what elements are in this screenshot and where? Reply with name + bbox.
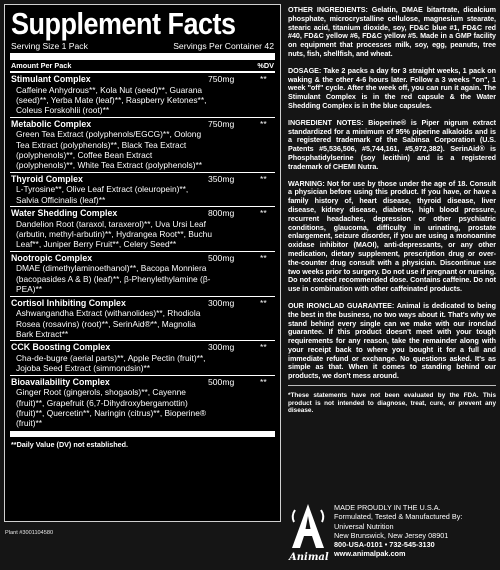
phone-numbers: 800-USA-0101 • 732-545-3130: [334, 540, 435, 550]
complex-block: [11, 208, 274, 250]
other-ingredients-heading: OTHER INGREDIENTS:: [288, 5, 368, 14]
complex-header: [11, 377, 274, 388]
complex-divider: [10, 206, 275, 207]
complex-amount: 300mg: [208, 342, 235, 353]
ingredient-notes-body: Bioperine® is Piper nigrum extract standardized for a minimum of 95% piperine alkaloids and is a registered trademark of the Sabinsa Corporation (U.S. Patents #5,536,506, #5,744,161, #5,972,382). SerinAid® is Phosphatidylserine (soy lecithin) and is a registered trademark of CHEMI Nutra.: [288, 117, 496, 171]
complex-block: [11, 342, 274, 373]
ingredient-notes: [288, 119, 496, 172]
complex-header: [11, 298, 274, 309]
complex-block: [11, 253, 274, 295]
mid-rule: [10, 71, 275, 73]
website-link[interactable]: www.animalpak.com: [334, 549, 406, 559]
complex-amount: 300mg: [208, 297, 235, 308]
address-line-3: New Brunswick, New Jersey 08901: [334, 530, 449, 540]
dosage-body: Take 2 packs a day for 3 straight weeks, 1 pack on waking & the other 4-6 hours later. Follow a 3 weeks "on", 1 week "off" cycle. After the week off, you can run it again. The Stimulant Complex is in the red capsule & the Water Shedding Complex is in the blue capsules.: [288, 65, 496, 110]
warning-body: Not for use by those under the age of 18. Consult a physician before using this product. If you have, or have a family history of, heart disease, thyroid disease, liver disease, kidney disease, diabetes, high blood pressure, recurrent headaches, depression or other psychiatric conditions, glaucoma, difficulty in urinating, prostate enlargement, seizure disorder, if you are using a monoamine oxidase inhibitor (MAOI), anti-depressants, or any other medication, dietary supplement, prescription drug or over-the-counter drug consult with a physician. Discontinue use two weeks prior to surgery. Do not use if pregnant or nursing. Do not exceed recommended dose. Contains caffeine. Do not use in combination with other caffeinated products.: [288, 178, 496, 294]
complex-divider: [10, 251, 275, 252]
complex-ingredients: Caffeine Anhydrous**, Kola Nut (seed)**, Guarana (seed)**, Yerba Mate (leaf)**, Raspberry Ketones**, Coleus Forskohlii (root)**: [16, 84, 207, 116]
address-line-1: Formulated, Tested & Manufactured By:: [334, 512, 463, 522]
complex-dv: **: [260, 252, 267, 263]
complex-dv: **: [260, 297, 267, 308]
complex-block: [11, 298, 274, 340]
complex-block: [11, 377, 274, 429]
fda-disclaimer: *These statements have not been evaluated by the FDA. This product is not intended to diagnose, treat, cure, or prevent any disease.: [288, 392, 496, 415]
complex-header: [11, 342, 274, 353]
complex-name: Bioavailability Complex: [11, 376, 110, 387]
amount-header-row: [11, 61, 274, 70]
bottom-thick-rule: [10, 431, 275, 437]
guarantee-heading: OUR IRONCLAD GUARANTEE:: [288, 300, 395, 310]
complex-ingredients: Ashwangandha Extract (withanolides)**, Rhodiola Rosea (rosavins) (root)**, SerinAid®**, Magnolia Bark Extract**: [16, 308, 201, 339]
complex-amount: 800mg: [208, 208, 235, 219]
complex-ingredients: L-Tyrosine**, Olive Leaf Extract (oleuropein)**, Salvia Officinalis (leaf)**: [16, 184, 189, 205]
complex-ingredients: Green Tea Extract (polyphenols/EGCG)**, Oolong Tea Extract (polyphenols)**, Black Tea Extract (polyphenols)**, Coffee Bean Extract (polyphenols)**, White Tea Extract (polyphenols)**: [16, 129, 203, 171]
dosage-heading: DOSAGE:: [288, 65, 322, 75]
complex-name: Thyroid Complex: [11, 173, 83, 184]
guarantee: [288, 302, 496, 381]
warning: [288, 180, 496, 294]
complex-divider: [10, 296, 275, 297]
complex-header: [11, 74, 274, 85]
guarantee-body: Animal is dedicated to being the best in the business, no two ways about it. That's why we stand behind every single can we make with our ironclad guarantee. If this product doesn't meet with your tough requirements for any reason, take the remainder along with your receipt back to where you bought it for a full and immediate refund or exchange. No questions asked. It's as simple as that. When it comes to standing behind our products, we don't mess around.: [288, 300, 496, 381]
warning-heading: WARNING:: [288, 178, 325, 188]
complex-name: Stimulant Complex: [11, 74, 91, 84]
complex-divider: [10, 375, 275, 376]
address-line-2: Universal Nutrition: [334, 521, 394, 531]
servings-per-container: Servings Per Container 42: [173, 41, 274, 51]
complex-amount: 500mg: [208, 252, 235, 263]
animal-logo: [289, 502, 327, 566]
complex-dv: **: [260, 173, 267, 184]
manufacturer-address: [334, 503, 462, 559]
complex-block: [11, 119, 274, 171]
animal-a-logo-icon: [289, 502, 327, 552]
complex-name: Nootropic Complex: [11, 252, 93, 263]
divider: [288, 385, 496, 386]
complex-divider: [10, 340, 275, 341]
complex-amount: 350mg: [208, 173, 235, 184]
made-in-usa: MADE PROUDLY IN THE U.S.A.: [334, 503, 441, 512]
complex-name: Metabolic Complex: [11, 118, 92, 129]
facts-title: Supplement Facts: [11, 6, 236, 41]
complex-divider: [10, 172, 275, 173]
complex-block: [11, 74, 274, 116]
dosage: [288, 67, 496, 111]
complex-ingredients: DMAE (dimethylaminoethanol)**, Bacopa Monniera (bacopasides A & B) (leaf)**, β-Phenylethylamine (β-PEA)**: [16, 263, 211, 295]
complex-block: [11, 174, 274, 205]
other-ingredients: [288, 6, 496, 59]
complex-dv: **: [260, 118, 267, 129]
complex-ingredients: Dandelion Root (taraxol, taraxerol)**, Uva Ursi Leaf (arbutin, methyl-arbutin)**, Hydrangea Root**, Buchu Leaf**, Juniper Berry Fruit**, Celery Seed**: [16, 218, 212, 250]
plant-number: Plant #3001104580: [5, 530, 54, 536]
complex-dv: **: [260, 342, 267, 353]
complex-name: Water Shedding Complex: [11, 208, 118, 219]
complex-amount: 500mg: [208, 376, 235, 387]
complex-dv: **: [260, 208, 267, 219]
complex-ingredients: Cha-de-bugre (aerial parts)**, Apple Pectin (fruit)**, Jojoba Seed Extract (simmondsin)**: [16, 352, 206, 374]
complex-dv: **: [260, 74, 267, 84]
complex-header: [11, 208, 274, 219]
complex-amount: 750mg: [208, 74, 235, 84]
dv-label: %DV: [257, 61, 274, 70]
complex-header: [11, 174, 274, 185]
serving-size: Serving Size 1 Pack: [11, 41, 88, 51]
complex-dv: **: [260, 376, 267, 387]
supplement-facts-panel: [4, 4, 281, 522]
logo-wordmark: Animal: [289, 552, 329, 563]
thick-rule: [10, 53, 275, 60]
complex-name: CCK Boosting Complex: [11, 342, 111, 353]
complex-header: [11, 119, 274, 130]
complex-name: Cortisol Inhibiting Complex: [11, 297, 126, 308]
complex-header: [11, 253, 274, 264]
ingredient-notes-heading: INGREDIENT NOTES:: [288, 117, 364, 127]
label-text-column: [288, 6, 496, 415]
complex-ingredients: Ginger Root (gingerols, shogaols)**, Cayenne (fruit)**, Grapefruit (6,7-Dihydroxybergamottin) (fruit)**, Quercetin**, Naringin (citrus)**, Bioperine® (fruit)**: [16, 387, 207, 429]
complex-list: [11, 74, 274, 429]
dv-note: **Daily Value (DV) not established.: [11, 439, 129, 449]
complex-divider: [10, 117, 275, 118]
complex-amount: 750mg: [208, 118, 235, 129]
amount-per-pack-label: Amount Per Pack: [11, 61, 72, 70]
other-ingredients-body: Gelatin, DMAE bitartrate, dicalcium phosphate, microcrystalline cellulose, magnesium stearate, stearic acid, titanium dioxide, soy, FD&C blue #1, FD&C red #40, FD&C yellow #6, FD&C yellow #5. Made in a GMP facility on equipment that processes milk, soy, egg, peanuts, tree nuts, fish, shellfish, and wheat.: [288, 5, 496, 58]
